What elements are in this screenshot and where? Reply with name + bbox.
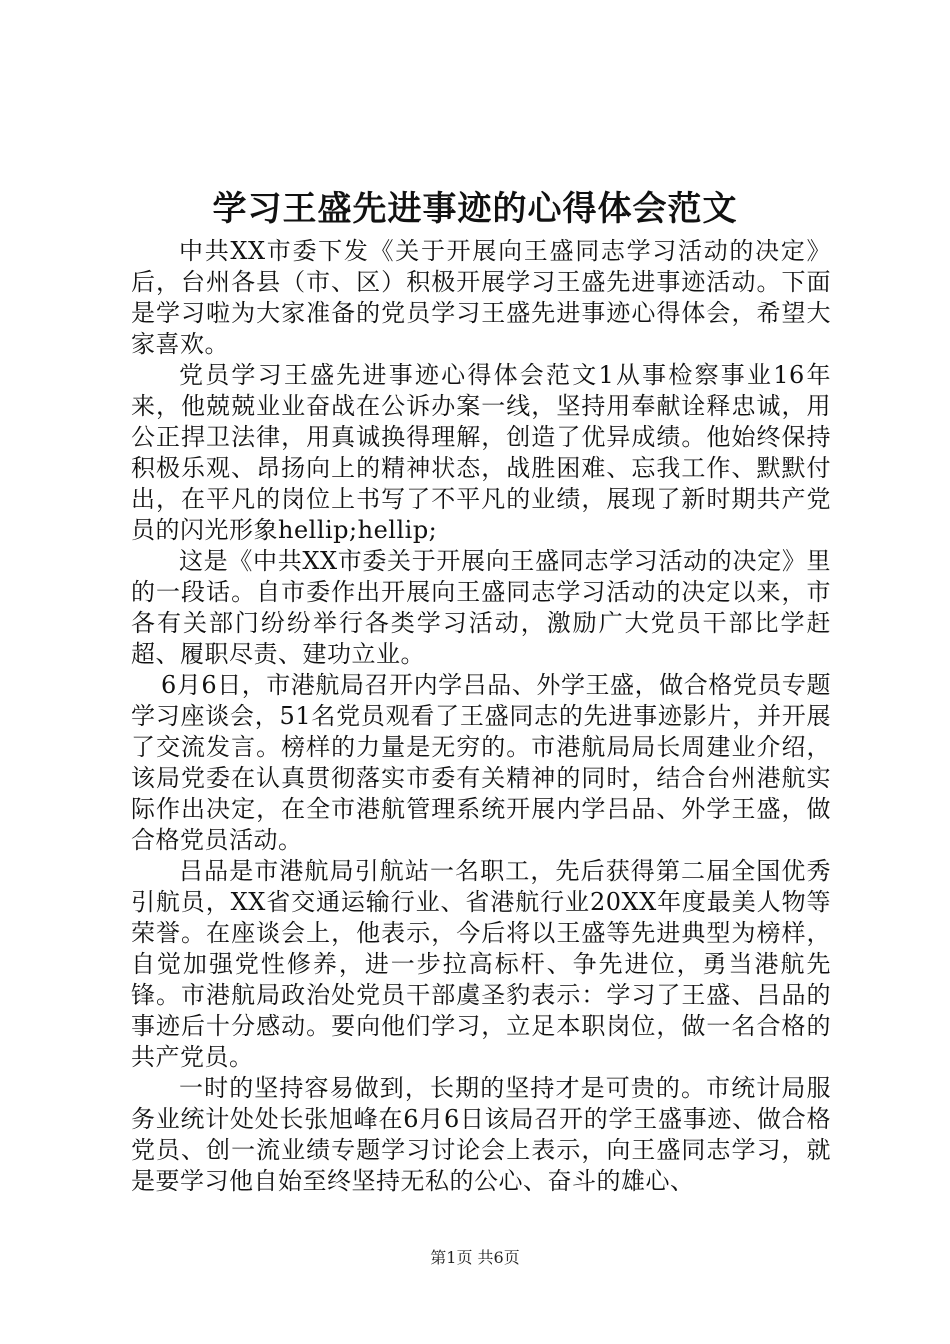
document-body bbox=[131, 236, 831, 1197]
paragraph-essay-1: 党员学习王盛先进事迹心得体会范文1从事检察事业16年来，他兢兢业业奋战在公诉办案一线，坚持用奉献诠释忠诚，用公正捍卫法律，用真诚换得理解，创造了优异成绩。他始终保持积极乐观、昂扬向上的精神状态，战胜困难、忘我工作、默默付出，在平凡的岗位上书写了不平凡的业绩，展现了新时期共产党员的闪光形象hellip;hellip; bbox=[131, 361, 831, 544]
paragraph-decision-quote: 这是《中共XX市委关于开展向王盛同志学习活动的决定》里的一段话。自市委作出开展向王盛同志学习活动的决定以来，市各有关部门纷纷举行各类学习活动，激励广大党员干部比学赶超、履职尽责、建功立业。 bbox=[131, 547, 831, 668]
page-footer: 第1页 共6页 bbox=[430, 1248, 520, 1267]
paragraph-port-meeting: 6月6日，市港航局召开内学吕品、外学王盛，做合格党员专题学习座谈会，51名党员观看了王盛同志的先进事迹影片，并开展了交流发言。榜样的力量是无穷的。市港航局局长周建业介绍，该局党委在认真贯彻落实市委有关精神的同时，结合台州港航实际作出决定，在全市港航管理系统开展内学吕品、外学王盛，做合格党员活动。 bbox=[131, 671, 831, 854]
paragraph-lv-pin: 吕品是市港航局引航站一名职工，先后获得第二届全国优秀引航员，XX省交通运输行业、省港航行业20XX年度最美人物等荣誉。在座谈会上，他表示，今后将以王盛等先进典型为榜样，自觉加强党性修养，进一步拉高标杆、争先进位，勇当港航先锋。市港航局政治处党员干部虞圣豹表示：学习了王盛、吕品的事迹后十分感动。要向他们学习，立足本职岗位，做一名合格的共产党员。 bbox=[131, 857, 831, 1071]
paragraph-intro: 中共XX市委下发《关于开展向王盛同志学习活动的决定》后，台州各县（市、区）积极开展学习王盛先进事迹活动。下面是学习啦为大家准备的党员学习王盛先进事迹心得体会，希望大家喜欢。 bbox=[131, 237, 831, 358]
paragraph-statistics-bureau: 一时的坚持容易做到，长期的坚持才是可贵的。市统计局服务业统计处处长张旭峰在6月6日该局召开的学王盛事迹、做合格党员、创一流业绩专题学习讨论会上表示，向王盛同志学习，就是要学习他自始至终坚持无私的公心、奋斗的雄心、 bbox=[131, 1074, 831, 1195]
document-title: 学习王盛先进事迹的心得体会范文 bbox=[212, 189, 738, 229]
